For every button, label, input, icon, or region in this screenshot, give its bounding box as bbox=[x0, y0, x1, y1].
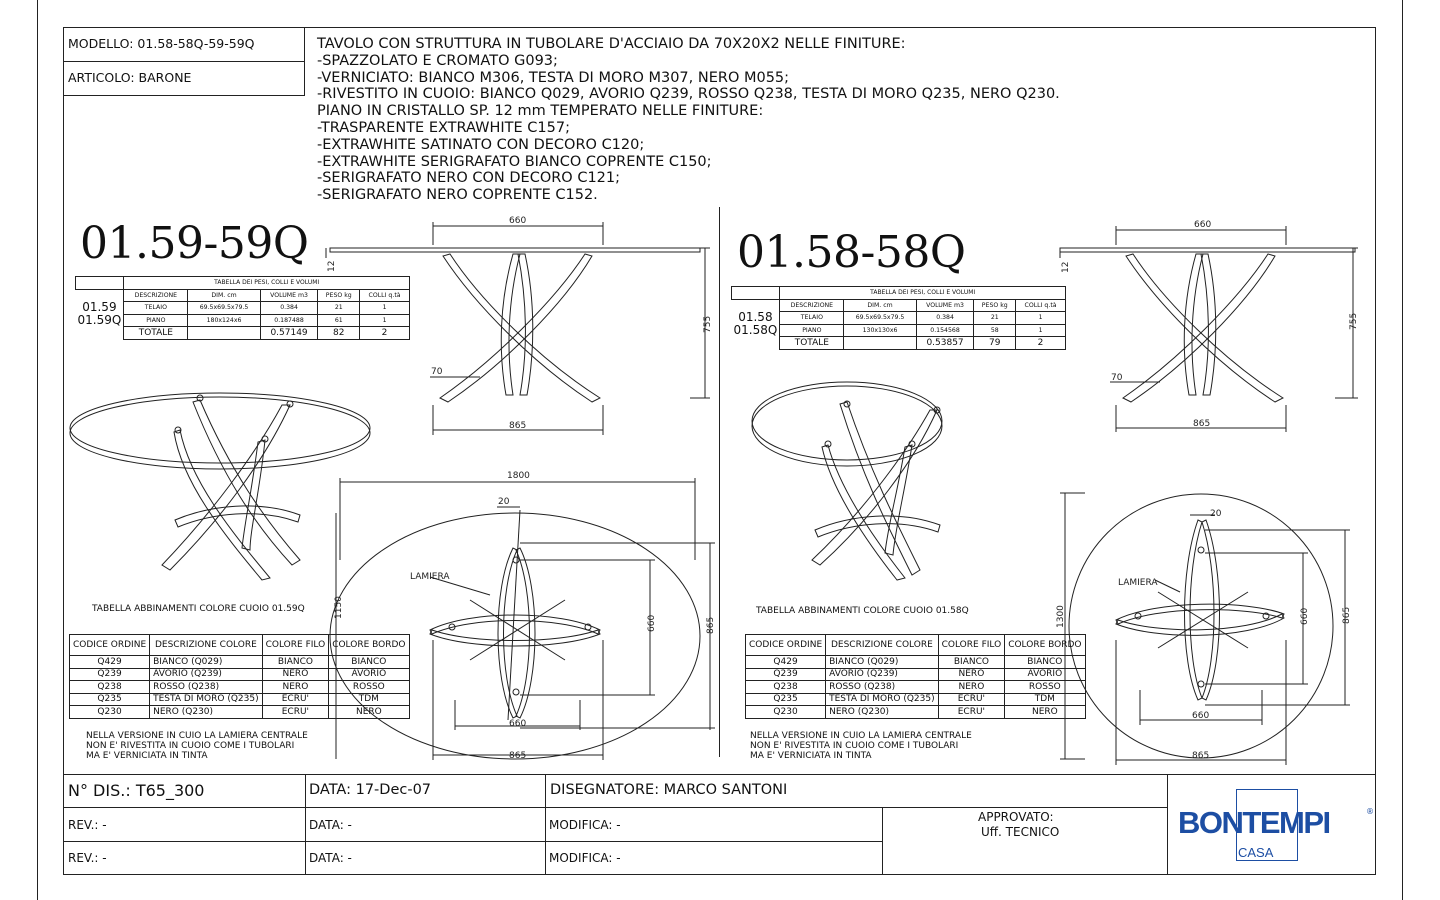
code-b: 01.59Q bbox=[77, 313, 122, 328]
dim-leg: 70 bbox=[431, 367, 443, 377]
weights-total: TOTALE bbox=[780, 337, 844, 350]
weights-cell: 21 bbox=[318, 302, 360, 315]
dim-base-h: 865 bbox=[509, 751, 527, 761]
dim-inner-v: 660 bbox=[647, 614, 657, 632]
weights-header: DESCRIZIONE bbox=[780, 299, 844, 312]
color-cell: BIANCO (Q029) bbox=[826, 656, 939, 669]
note-line: NELLA VERSIONE IN CUIO LA LAMIERA CENTRALE bbox=[86, 731, 308, 741]
spec-line: -TRASPARENTE EXTRAWHITE C157; bbox=[317, 119, 570, 136]
rev-date-label: DATA: - bbox=[309, 851, 352, 865]
modello-label: MODELLO: 01.58-58Q-59-59Q bbox=[68, 36, 255, 51]
color-header: COLORE FILO bbox=[938, 635, 1005, 656]
color-cell: ROSSO bbox=[329, 681, 409, 694]
color-cell: Q230 bbox=[70, 706, 150, 719]
color-cell: ROSSO bbox=[1005, 681, 1085, 694]
glass-top-side-view bbox=[1060, 248, 1355, 252]
dim-thickness: 12 bbox=[1061, 261, 1071, 273]
weights-header: VOLUME m3 bbox=[916, 299, 974, 312]
weights-cell: 0.187488 bbox=[260, 314, 318, 327]
color-cell: BIANCO bbox=[938, 656, 1005, 669]
dim-length: 1800 bbox=[507, 471, 530, 481]
weights-total: 82 bbox=[318, 327, 360, 340]
weights-total: 2 bbox=[360, 327, 410, 340]
color-cell: BIANCO bbox=[262, 656, 329, 669]
weights-cell: 0.384 bbox=[916, 312, 974, 325]
color-cell: AVORIO (Q239) bbox=[150, 668, 263, 681]
weights-cell: 130x130x6 bbox=[844, 324, 916, 337]
color-cell: NERO (Q230) bbox=[150, 706, 263, 719]
color-cell: TESTA DI MORO (Q235) bbox=[826, 693, 939, 706]
plate-label: LAMIERA bbox=[1118, 578, 1158, 588]
modifica-label: MODIFICA: - bbox=[549, 851, 621, 865]
color-cell: NERO bbox=[1005, 706, 1085, 719]
spec-line: -SPAZZOLATO E CROMATO G093; bbox=[317, 52, 558, 69]
dim-tube: 20 bbox=[498, 497, 510, 507]
color-cell: BIANCO bbox=[329, 656, 409, 669]
weights-header: DIM. cm bbox=[844, 299, 916, 312]
weights-cell: PIANO bbox=[124, 314, 188, 327]
color-cell: Q429 bbox=[70, 656, 150, 669]
spec-line: -EXTRAWHITE SERIGRAFATO BIANCO COPRENTE C150; bbox=[317, 153, 712, 170]
color-header: COLORE FILO bbox=[262, 635, 329, 656]
note-line: NELLA VERSIONE IN CUIO LA LAMIERA CENTRALE bbox=[750, 731, 972, 741]
dim-depth: 1150 bbox=[334, 596, 344, 619]
rev-label: REV.: - bbox=[68, 818, 107, 832]
weights-cell: 1 bbox=[1016, 312, 1066, 325]
note-line: MA E' VERNICIATA IN TINTA bbox=[86, 751, 208, 761]
color-table bbox=[745, 634, 1086, 719]
color-cell: BIANCO (Q029) bbox=[150, 656, 263, 669]
color-cell: NERO bbox=[938, 681, 1005, 694]
dim-inner-h: 660 bbox=[1192, 711, 1210, 721]
dis-label: N° DIS.: T65_300 bbox=[68, 781, 205, 800]
weights-cell: 180x124x6 bbox=[188, 314, 260, 327]
color-cell: ECRU' bbox=[262, 706, 329, 719]
articolo-label: ARTICOLO: BARONE bbox=[68, 70, 192, 85]
spec-line: TAVOLO CON STRUTTURA IN TUBOLARE D'ACCIAIO DA 70X20X2 NELLE FINITURE: bbox=[317, 36, 906, 52]
dim-length: 1300 bbox=[1056, 605, 1066, 628]
weights-cell: PIANO bbox=[780, 324, 844, 337]
code-b: 01.58Q bbox=[733, 323, 778, 338]
spec-line: -SERIGRAFATO NERO COPRENTE C152. bbox=[317, 187, 598, 204]
color-cell: AVORIO bbox=[329, 668, 409, 681]
color-header: CODICE ORDINE bbox=[746, 635, 826, 656]
weights-cell: 69.5x69.5x79.5 bbox=[844, 312, 916, 325]
spec-line: PIANO IN CRISTALLO SP. 12 mm TEMPERATO NELLE FINITURE: bbox=[317, 103, 764, 120]
color-header: CODICE ORDINE bbox=[70, 635, 150, 656]
color-header: COLORE BORDO bbox=[1005, 635, 1085, 656]
dim-top-width: 660 bbox=[509, 216, 527, 226]
dim-height: 755 bbox=[703, 315, 713, 333]
dim-thickness: 12 bbox=[327, 260, 337, 272]
weights-cell: 69.5x69.5x79.5 bbox=[188, 302, 260, 315]
weights-header: COLLI q.tà bbox=[1016, 299, 1066, 312]
weights-cell: 21 bbox=[974, 312, 1016, 325]
model-title: 01.58-58Q bbox=[737, 227, 966, 278]
color-table-title: TABELLA ABBINAMENTI COLORE CUOIO 01.59Q bbox=[92, 604, 305, 614]
plate-label: LAMIERA bbox=[410, 572, 450, 582]
color-cell: NERO bbox=[938, 668, 1005, 681]
color-header: COLORE BORDO bbox=[329, 635, 409, 656]
code-a: 01.58 bbox=[738, 310, 773, 325]
leather-note bbox=[750, 731, 972, 761]
color-cell: ECRU' bbox=[938, 706, 1005, 719]
dim-base-h: 865 bbox=[1192, 751, 1210, 761]
weights-cell: TELAIO bbox=[780, 312, 844, 325]
dim-inner-v: 660 bbox=[1300, 607, 1310, 625]
weights-total: 79 bbox=[974, 337, 1016, 350]
weights-total: 0.53857 bbox=[916, 337, 974, 350]
color-cell: BIANCO bbox=[1005, 656, 1085, 669]
note-line: NON E' RIVESTITA IN CUOIO COME I TUBOLARI bbox=[86, 741, 295, 751]
rev-date-label: DATA: - bbox=[309, 818, 352, 832]
color-cell: AVORIO (Q239) bbox=[826, 668, 939, 681]
color-cell: Q238 bbox=[746, 681, 826, 694]
color-cell: NERO (Q230) bbox=[826, 706, 939, 719]
color-cell: ECRU' bbox=[938, 693, 1005, 706]
weights-caption: TABELLA DEI PESI, COLLI E VOLUMI bbox=[780, 287, 1066, 300]
weights-header: PESO kg bbox=[318, 289, 360, 302]
color-cell: NERO bbox=[262, 681, 329, 694]
weights-header: DESCRIZIONE bbox=[124, 289, 188, 302]
dim-base-v: 865 bbox=[706, 616, 716, 634]
weights-cell: 58 bbox=[974, 324, 1016, 337]
registered-icon: ® bbox=[1366, 807, 1374, 816]
color-cell: ROSSO (Q238) bbox=[826, 681, 939, 694]
dim-depth: 865 bbox=[1342, 606, 1352, 624]
dim-base: 865 bbox=[1193, 419, 1211, 429]
weights-cell: 1 bbox=[360, 314, 410, 327]
dim-leg: 70 bbox=[1111, 373, 1123, 383]
color-cell: Q239 bbox=[70, 668, 150, 681]
code-a: 01.59 bbox=[82, 300, 117, 315]
color-cell: NERO bbox=[329, 706, 409, 719]
disegnatore-label: DISEGNATORE: MARCO SANTONI bbox=[550, 782, 788, 798]
weights-cell: 0.384 bbox=[260, 302, 318, 315]
approvato-label: APPROVATO: bbox=[978, 810, 1054, 824]
weights-cell: TELAIO bbox=[124, 302, 188, 315]
ufficio-label: Uff. TECNICO bbox=[981, 825, 1060, 839]
dim-inner-h: 660 bbox=[509, 719, 527, 729]
weights-cell: 1 bbox=[360, 302, 410, 315]
logo-wordmark: BONTEMPI bbox=[1178, 805, 1330, 840]
weights-header: COLLI q.tà bbox=[360, 289, 410, 302]
spec-line: -VERNICIATO: BIANCO M306, TESTA DI MORO M307, NERO M055; bbox=[317, 69, 790, 86]
color-cell: Q235 bbox=[70, 693, 150, 706]
color-cell: TESTA DI MORO (Q235) bbox=[150, 693, 263, 706]
model-title: 01.59-59Q bbox=[80, 218, 309, 269]
note-line: MA E' VERNICIATA IN TINTA bbox=[750, 751, 872, 761]
date-label: DATA: 17-Dec-07 bbox=[309, 782, 432, 798]
weights-header: DIM. cm bbox=[188, 289, 260, 302]
color-header: DESCRIZIONE COLORE bbox=[826, 635, 939, 656]
modifica-label: MODIFICA: - bbox=[549, 818, 621, 832]
weights-total: 2 bbox=[1016, 337, 1066, 350]
spec-line: -RIVESTITO IN CUOIO: BIANCO Q029, AVORIO Q239, ROSSO Q238, TESTA DI MORO Q235, NERO Q230. bbox=[317, 86, 1060, 103]
spec-line: -EXTRAWHITE SATINATO CON DECORO C120; bbox=[317, 136, 645, 153]
color-cell: ROSSO (Q238) bbox=[150, 681, 263, 694]
weights-cell: 1 bbox=[1016, 324, 1066, 337]
dim-height: 755 bbox=[1349, 312, 1359, 330]
weights-total: TOTALE bbox=[124, 327, 188, 340]
color-cell: Q429 bbox=[746, 656, 826, 669]
weights-cell: 61 bbox=[318, 314, 360, 327]
color-cell: NERO bbox=[262, 668, 329, 681]
weights-cell: 0.154568 bbox=[916, 324, 974, 337]
color-cell: ECRU' bbox=[262, 693, 329, 706]
spec-line: -SERIGRAFATO NERO CON DECORO C121; bbox=[317, 170, 621, 187]
color-cell: Q230 bbox=[746, 706, 826, 719]
color-table-title: TABELLA ABBINAMENTI COLORE CUOIO 01.58Q bbox=[756, 606, 969, 616]
weights-caption: TABELLA DEI PESI, COLLI E VOLUMI bbox=[124, 277, 410, 290]
color-header: DESCRIZIONE COLORE bbox=[150, 635, 263, 656]
weights-header: PESO kg bbox=[974, 299, 1016, 312]
color-cell: Q235 bbox=[746, 693, 826, 706]
color-cell: Q238 bbox=[70, 681, 150, 694]
weights-header: VOLUME m3 bbox=[260, 289, 318, 302]
color-cell: AVORIO bbox=[1005, 668, 1085, 681]
color-cell: Q239 bbox=[746, 668, 826, 681]
dim-tube: 20 bbox=[1210, 509, 1222, 519]
logo-subtitle: CASA bbox=[1238, 845, 1274, 860]
color-cell: TDM bbox=[329, 693, 409, 706]
dim-base: 865 bbox=[509, 421, 527, 431]
color-cell: TDM bbox=[1005, 693, 1085, 706]
bontempi-logo bbox=[1178, 805, 1374, 863]
weights-total: 0.57149 bbox=[260, 327, 318, 340]
dim-top-width: 660 bbox=[1194, 220, 1212, 230]
rev-label: REV.: - bbox=[68, 851, 107, 865]
note-line: NON E' RIVESTITA IN CUOIO COME I TUBOLARI bbox=[750, 741, 959, 751]
